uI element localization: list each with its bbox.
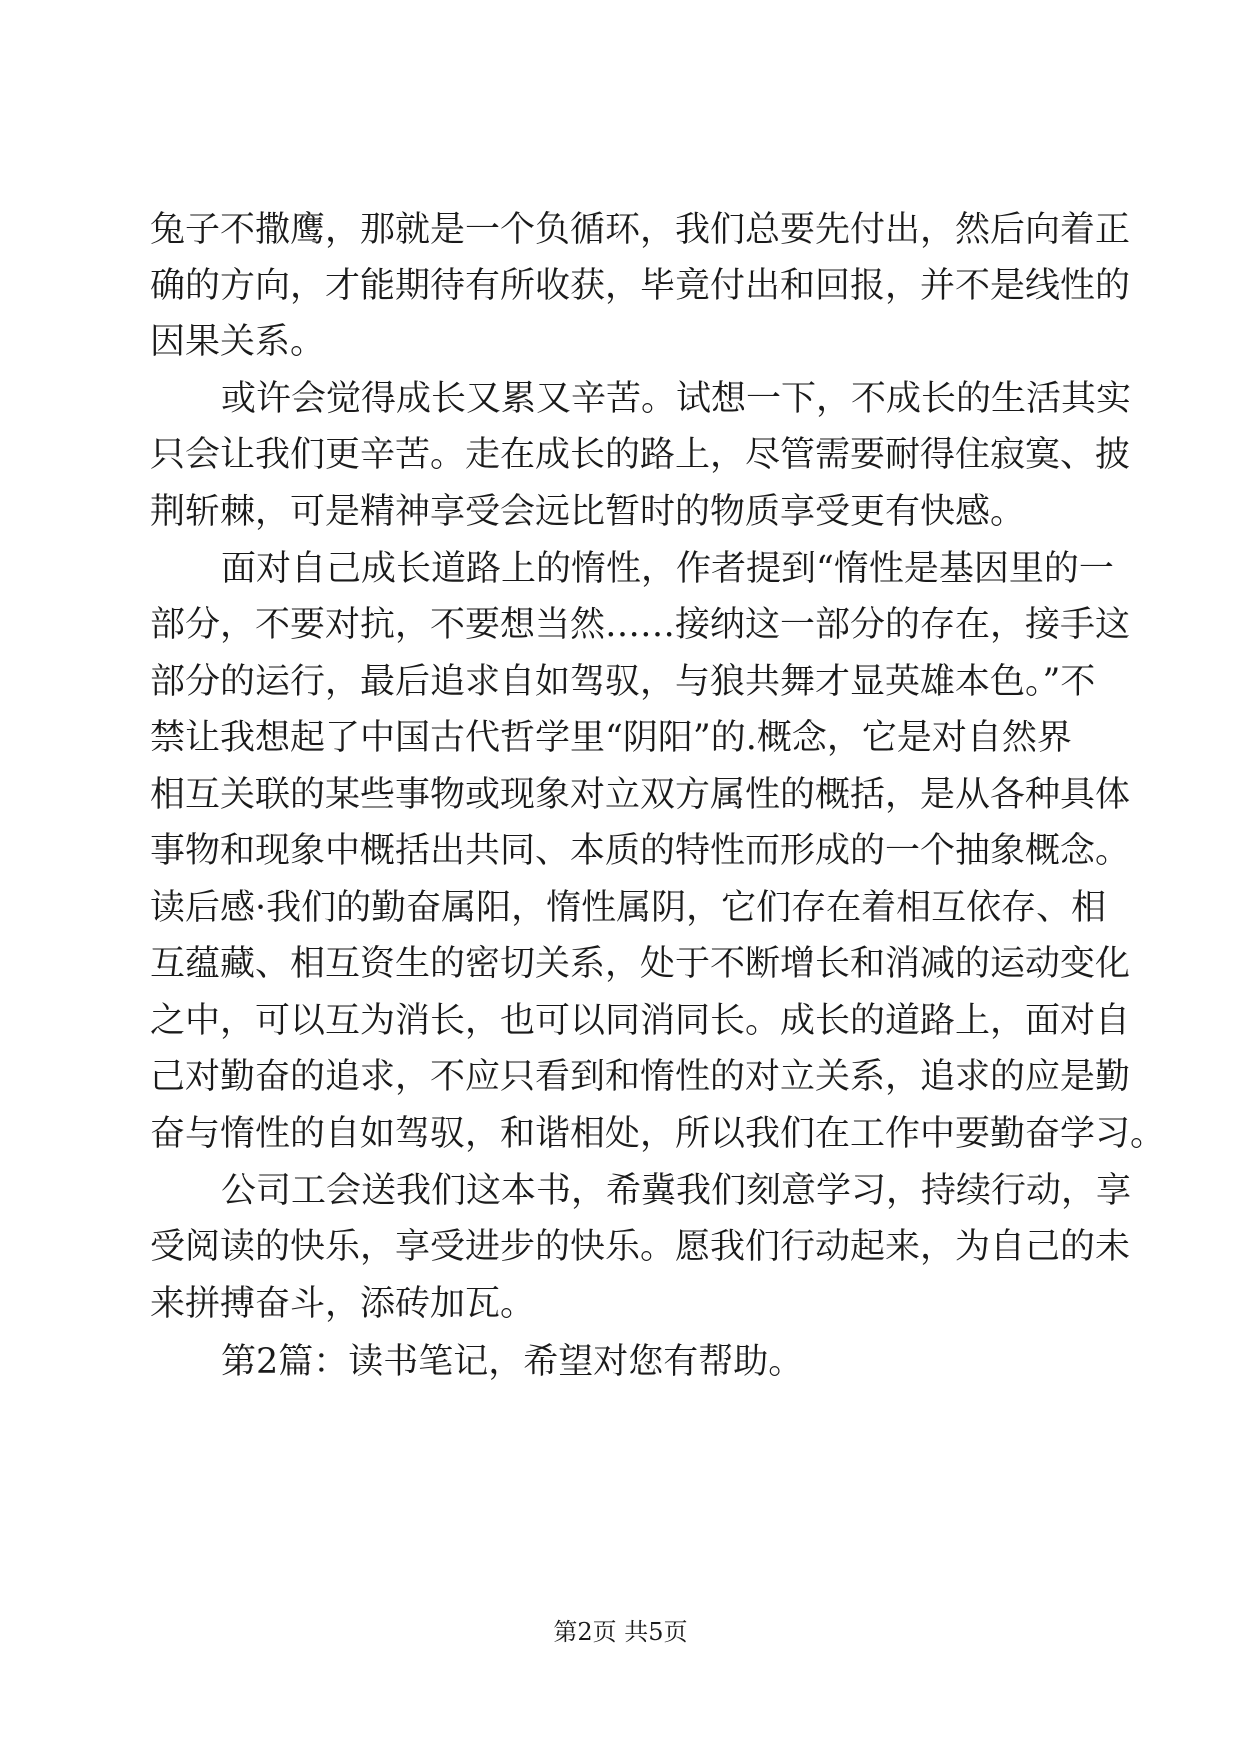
line-text: 部分的运行，最后追求自如驾驭，与狼共舞才显英雄本色。”不 [150, 662, 1096, 702]
line-text: 公司工会送我们这本书，希冀我们刻意学习，持续行动，享 [221, 1171, 1132, 1211]
line-text: 己对勤奋的追求，不应只看到和惰性的对立关系，追求的应是勤 [150, 1057, 1131, 1097]
line-text: 互蕴藏、相互资生的密切关系，处于不断增长和消减的运动变化 [150, 944, 1131, 984]
line-text: 部分，不要对抗，不要想当然……接纳这一部分的存在，接手这 [150, 605, 1131, 645]
line-text: 相互关联的某些事物或现象对立双方属性的概括，是从各种具体 [150, 775, 1131, 815]
line-text: 之中，可以互为消长，也可以同消同长。成长的道路上，面对自 [150, 1001, 1131, 1041]
line-text: 读后感·我们的勤奋属阳，惰性属阴，它们存在着相互依存、相 [150, 888, 1107, 928]
line-text: 受阅读的快乐，享受进步的快乐。愿我们行动起来，为自己的未 [150, 1227, 1131, 1267]
line-text: 因果关系。 [150, 322, 326, 362]
line-text: 禁让我想起了中国古代哲学里“阴阳”的.概念，它是对自然界 [150, 718, 1072, 758]
line-text: 事物和现象中概括出共同、本质的特性而形成的一个抽象概念。 [150, 831, 1131, 871]
line-text: 只会让我们更辛苦。走在成长的路上，尽管需要耐得住寂寞、披 [150, 435, 1131, 475]
line-text: 来拼搏奋斗，添砖加瓦。 [150, 1284, 536, 1324]
line-text: 或许会觉得成长又累又辛苦。试想一下，不成长的生活其实 [221, 379, 1132, 419]
line-text: 荆斩棘，可是精神享受会远比暂时的物质享受更有快感。 [150, 492, 1026, 532]
line-text: 奋与惰性的自如驾驭，和谐相处，所以我们在工作中要勤奋学习。 [150, 1114, 1166, 1154]
line-text: 面对自己成长道路上的惰性，作者提到“惰性是基因里的一 [221, 549, 1114, 589]
page-number-footer: 第2页 共5页 [553, 1618, 688, 1646]
line-text: 兔子不撒鹰，那就是一个负循环，我们总要先付出，然后向着正 [150, 210, 1131, 250]
section-heading: 第2篇：读书笔记，希望对您有帮助。 [221, 1342, 804, 1382]
line-text: 确的方向，才能期待有所收获，毕竟付出和回报，并不是线性的 [150, 266, 1131, 306]
